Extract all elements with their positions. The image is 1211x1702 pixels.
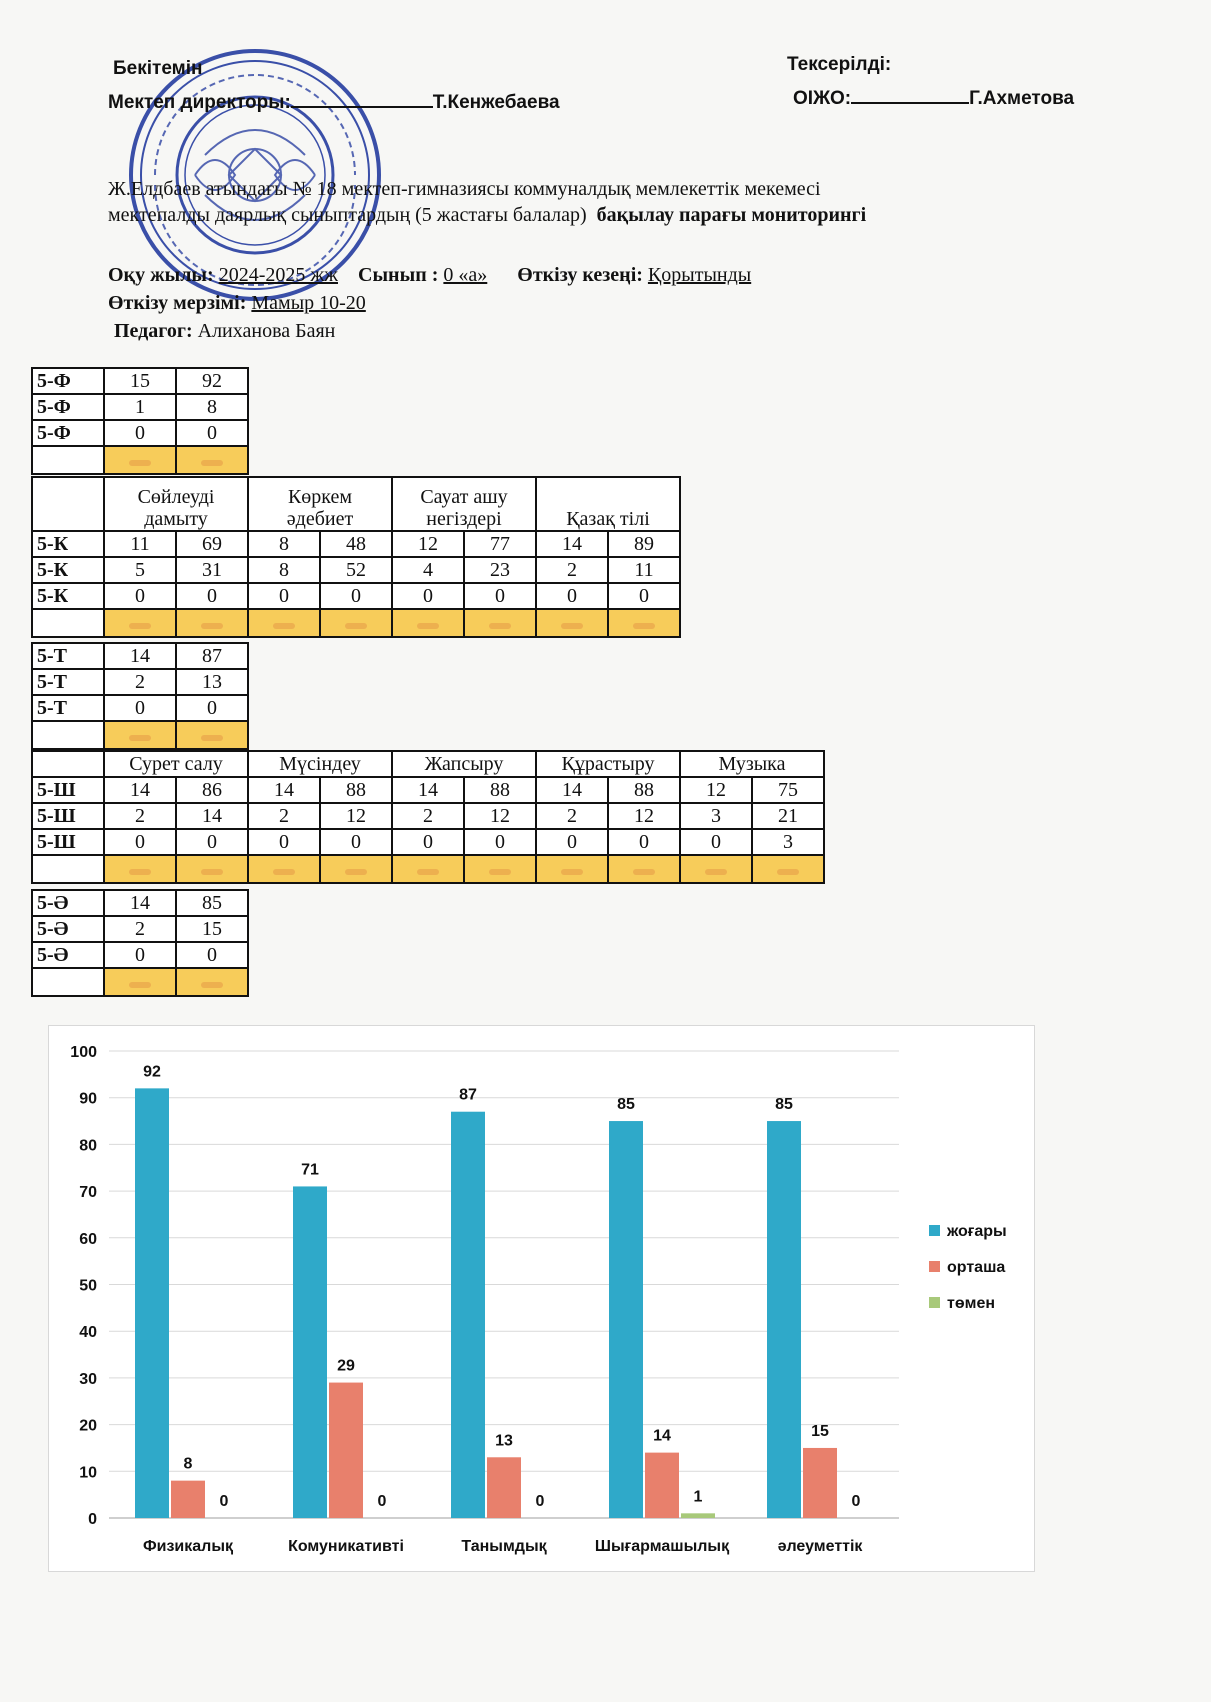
row-code: 5-Ф (32, 420, 104, 446)
period-label: Өткізу мерзімі: (108, 292, 247, 314)
table-cell: 92 (176, 368, 248, 394)
table-row (32, 557, 680, 583)
row-code: 5-Т (32, 643, 104, 669)
table-row (32, 420, 248, 446)
table-cell-empty (32, 855, 104, 883)
table-row (32, 583, 680, 609)
table-row-highlight (32, 721, 248, 749)
x-tick-label: Танымдық (461, 1538, 547, 1555)
legend-swatch (929, 1261, 940, 1272)
column-header: Сауат ашу негіздері (392, 477, 536, 531)
column-header: Музыка (680, 751, 824, 777)
table-cell: 14 (104, 643, 176, 669)
stage-value: Қорытынды (647, 264, 752, 286)
data-label: 87 (459, 1086, 477, 1104)
table-cell: 8 (248, 557, 320, 583)
table-cell: 14 (104, 890, 176, 916)
table-cell: 0 (536, 583, 608, 609)
table-cell: 12 (464, 803, 536, 829)
table-cell-highlight (680, 855, 752, 883)
teacher-value: Алиханова Баян (197, 320, 336, 342)
document-title-line2 (108, 204, 866, 227)
table-row (32, 942, 248, 968)
y-tick-label: 70 (79, 1184, 97, 1202)
table-cell: 8 (176, 394, 248, 420)
table-row-highlight (32, 855, 824, 883)
table-cell: 0 (176, 420, 248, 446)
bar-орташа (171, 1481, 205, 1518)
row-code: 5-К (32, 557, 104, 583)
column-header: Сөйлеуді дамыту (104, 477, 248, 531)
document-title-line1: Ж.Елдбаев атындағы № 18 мектеп-гимназиясы коммуналдық мемлекеттік мекемесі (108, 178, 821, 200)
bar-орташа (645, 1453, 679, 1518)
row-code: 5-Ш (32, 777, 104, 803)
table-cell-highlight (104, 446, 176, 474)
bar-жоғары (609, 1121, 643, 1518)
table-cell: 2 (536, 803, 608, 829)
data-label: 0 (219, 1493, 229, 1510)
table-cell: 5 (104, 557, 176, 583)
table-cell: 14 (248, 777, 320, 803)
legend-entry: жоғары (947, 1223, 1007, 1240)
bar-chart-svg (49, 1026, 1034, 1571)
table-cell-empty (32, 446, 104, 474)
table-row (32, 803, 824, 829)
table-row (32, 695, 248, 721)
info-line2 (108, 292, 366, 315)
table-cell: 0 (320, 583, 392, 609)
table-cell-highlight (320, 609, 392, 637)
data-label: 0 (851, 1493, 861, 1510)
results-table-communicative (31, 476, 681, 638)
table-cell: 14 (104, 777, 176, 803)
y-tick-label: 30 (79, 1370, 97, 1388)
data-label: 1 (693, 1488, 703, 1506)
table-row (32, 890, 248, 916)
table-cell: 14 (536, 777, 608, 803)
table-cell-highlight (536, 609, 608, 637)
table-cell-highlight (104, 609, 176, 637)
info-line1 (108, 264, 751, 287)
y-tick-label: 40 (79, 1324, 97, 1342)
table-cell: 2 (248, 803, 320, 829)
table-cell: 88 (608, 777, 680, 803)
info-line3 (114, 320, 335, 343)
table-row-highlight (32, 446, 248, 474)
table-cell-highlight (392, 855, 464, 883)
table-cell: 2 (104, 916, 176, 942)
column-header: Көркем әдебиет (248, 477, 392, 531)
table-cell-highlight (608, 855, 680, 883)
data-label: 85 (617, 1096, 635, 1114)
bar-жоғары (451, 1112, 485, 1518)
table-cell: 0 (176, 829, 248, 855)
class-label: Сынып : (358, 264, 439, 286)
y-tick-label: 60 (79, 1230, 97, 1248)
table-cell-empty (32, 968, 104, 996)
row-code: 5-Ш (32, 803, 104, 829)
table-cell-highlight (464, 609, 536, 637)
table-row-highlight (32, 968, 248, 996)
table-cell: 14 (392, 777, 464, 803)
x-tick-label: Физикалық (142, 1538, 234, 1555)
table-cell: 3 (752, 829, 824, 855)
bar-жоғары (135, 1088, 169, 1518)
table-cell-highlight (608, 609, 680, 637)
title-line2-part2: бақылау парағы мониторингі (596, 204, 867, 226)
y-tick-label: 50 (79, 1277, 97, 1295)
table-cell-highlight (176, 721, 248, 749)
legend-entry: төмен (947, 1295, 996, 1312)
data-label: 85 (775, 1096, 793, 1114)
table-cell-highlight (464, 855, 536, 883)
table-cell: 11 (104, 531, 176, 557)
table-cell: 12 (320, 803, 392, 829)
bar-орташа (487, 1457, 521, 1518)
table-cell: 15 (104, 368, 176, 394)
table-cell: 88 (320, 777, 392, 803)
table-cell: 1 (104, 394, 176, 420)
stage-label: Өткізу кезеңі: (517, 264, 643, 286)
table-cell-highlight (392, 609, 464, 637)
y-tick-label: 10 (79, 1464, 97, 1482)
table-cell-highlight (104, 721, 176, 749)
table-cell: 0 (464, 829, 536, 855)
data-label: 13 (495, 1432, 513, 1450)
table-cell: 0 (104, 695, 176, 721)
table-cell: 0 (248, 583, 320, 609)
table-cell-highlight (248, 609, 320, 637)
checked-label: Тексерілді: (787, 54, 892, 75)
table-cell: 23 (464, 557, 536, 583)
table-row (32, 669, 248, 695)
table-cell: 11 (608, 557, 680, 583)
ozho-name: Г.Ахметова (969, 88, 1075, 109)
table-cell: 12 (680, 777, 752, 803)
table-cell-highlight (104, 968, 176, 996)
table-cell: 0 (176, 942, 248, 968)
table-cell: 0 (608, 583, 680, 609)
table-cell: 0 (608, 829, 680, 855)
table-cell: 0 (104, 583, 176, 609)
ozho-line (793, 84, 1074, 110)
table-cell: 0 (320, 829, 392, 855)
table-cell: 0 (464, 583, 536, 609)
table-cell: 21 (752, 803, 824, 829)
column-header: Құрастыру (536, 751, 680, 777)
data-label: 0 (377, 1493, 387, 1510)
y-tick-label: 20 (79, 1417, 97, 1435)
row-code: 5-Ф (32, 394, 104, 420)
table-cell: 0 (104, 420, 176, 446)
table-row (32, 643, 248, 669)
row-code: 5-К (32, 531, 104, 557)
row-code: 5-Ф (32, 368, 104, 394)
results-table-physical (31, 367, 249, 475)
data-label: 92 (143, 1063, 161, 1081)
table-cell-empty (32, 751, 104, 777)
year-label: Оқу жылы: (108, 264, 214, 286)
table-cell: 85 (176, 890, 248, 916)
approve-label: Бекітемін (113, 58, 203, 79)
column-header: Қазақ тілі (536, 477, 680, 531)
bar-жоғары (767, 1121, 801, 1518)
table-row (32, 394, 248, 420)
table-cell-highlight (104, 855, 176, 883)
row-code: 5-Т (32, 695, 104, 721)
table-cell: 0 (392, 829, 464, 855)
table-row (32, 531, 680, 557)
table-cell: 0 (680, 829, 752, 855)
row-code: 5-Т (32, 669, 104, 695)
table-cell: 4 (392, 557, 464, 583)
table-cell: 12 (392, 531, 464, 557)
legend-swatch (929, 1225, 940, 1236)
table-cell: 75 (752, 777, 824, 803)
table-cell: 13 (176, 669, 248, 695)
bar-төмен (681, 1513, 715, 1518)
year-value: 2024-2025 жж (218, 264, 338, 286)
table-cell: 2 (104, 803, 176, 829)
table-cell: 0 (536, 829, 608, 855)
row-code: 5-Ш (32, 829, 104, 855)
table-cell: 3 (680, 803, 752, 829)
row-code: 5-Ә (32, 942, 104, 968)
table-cell: 2 (392, 803, 464, 829)
table-cell: 0 (248, 829, 320, 855)
teacher-label: Педагог: (114, 320, 193, 342)
row-code: 5-Ә (32, 916, 104, 942)
table-cell-highlight (176, 446, 248, 474)
table-row-highlight (32, 609, 680, 637)
legend-entry: орташа (947, 1259, 1006, 1276)
table-cell-highlight (536, 855, 608, 883)
column-header: Мүсіндеу (248, 751, 392, 777)
table-cell: 0 (392, 583, 464, 609)
column-header: Сурет салу (104, 751, 248, 777)
table-row (32, 916, 248, 942)
y-tick-label: 90 (79, 1090, 97, 1108)
bar-орташа (803, 1448, 837, 1518)
table-cell: 0 (176, 695, 248, 721)
legend-swatch (929, 1297, 940, 1308)
table-cell: 0 (104, 942, 176, 968)
ozho-label: ОІЖО: (793, 88, 852, 109)
table-cell-empty (32, 721, 104, 749)
table-cell: 88 (464, 777, 536, 803)
period-value: Мамыр 10-20 (251, 292, 366, 314)
director-line (108, 88, 560, 114)
title-line2-part1: мектепалды даярлық сыныптардың (5 жастағы балалар) (108, 204, 587, 226)
table-cell: 48 (320, 531, 392, 557)
data-label: 8 (183, 1455, 193, 1473)
table-cell: 0 (176, 583, 248, 609)
table-cell: 31 (176, 557, 248, 583)
x-tick-label: Шығармашылық (594, 1538, 730, 1555)
table-row (32, 368, 248, 394)
table-cell: 69 (176, 531, 248, 557)
table-cell: 2 (104, 669, 176, 695)
table-cell-highlight (176, 609, 248, 637)
table-cell: 52 (320, 557, 392, 583)
table-cell: 8 (248, 531, 320, 557)
table-cell: 0 (104, 829, 176, 855)
director-label: Мектеп директоры: (108, 92, 291, 113)
table-cell: 14 (536, 531, 608, 557)
class-value: 0 «а» (443, 264, 488, 286)
data-label: 71 (301, 1161, 319, 1179)
results-table-social (31, 889, 249, 997)
table-cell-empty (32, 609, 104, 637)
table-cell-highlight (176, 968, 248, 996)
column-header: Жапсыру (392, 751, 536, 777)
row-code: 5-Ә (32, 890, 104, 916)
table-cell: 15 (176, 916, 248, 942)
table-cell: 2 (536, 557, 608, 583)
table-cell-highlight (320, 855, 392, 883)
table-cell: 89 (608, 531, 680, 557)
table-cell-empty (32, 477, 104, 531)
data-label: 14 (653, 1427, 671, 1445)
director-name: Т.Кенжебаева (432, 92, 560, 113)
y-tick-label: 0 (88, 1511, 97, 1528)
data-label: 15 (811, 1422, 829, 1440)
table-cell: 87 (176, 643, 248, 669)
data-label: 0 (535, 1493, 545, 1510)
results-bar-chart (48, 1025, 1035, 1572)
table-cell: 86 (176, 777, 248, 803)
data-label: 29 (337, 1357, 355, 1375)
table-cell-highlight (248, 855, 320, 883)
table-row (32, 777, 824, 803)
signature-line (851, 84, 969, 104)
table-cell-highlight (752, 855, 824, 883)
x-tick-label: әлеуметтік (777, 1538, 863, 1555)
table-cell: 14 (176, 803, 248, 829)
table-row (32, 829, 824, 855)
table-cell: 12 (608, 803, 680, 829)
signature-line (291, 88, 433, 108)
y-tick-label: 80 (79, 1137, 97, 1155)
bar-орташа (329, 1383, 363, 1518)
bar-жоғары (293, 1186, 327, 1518)
table-header-row (32, 751, 824, 777)
results-table-creative (31, 750, 825, 884)
results-table-cognitive (31, 642, 249, 750)
table-cell: 77 (464, 531, 536, 557)
table-cell-highlight (176, 855, 248, 883)
y-tick-label: 100 (70, 1044, 97, 1061)
x-tick-label: Комуникативті (288, 1538, 404, 1555)
row-code: 5-К (32, 583, 104, 609)
table-header-row (32, 477, 680, 531)
